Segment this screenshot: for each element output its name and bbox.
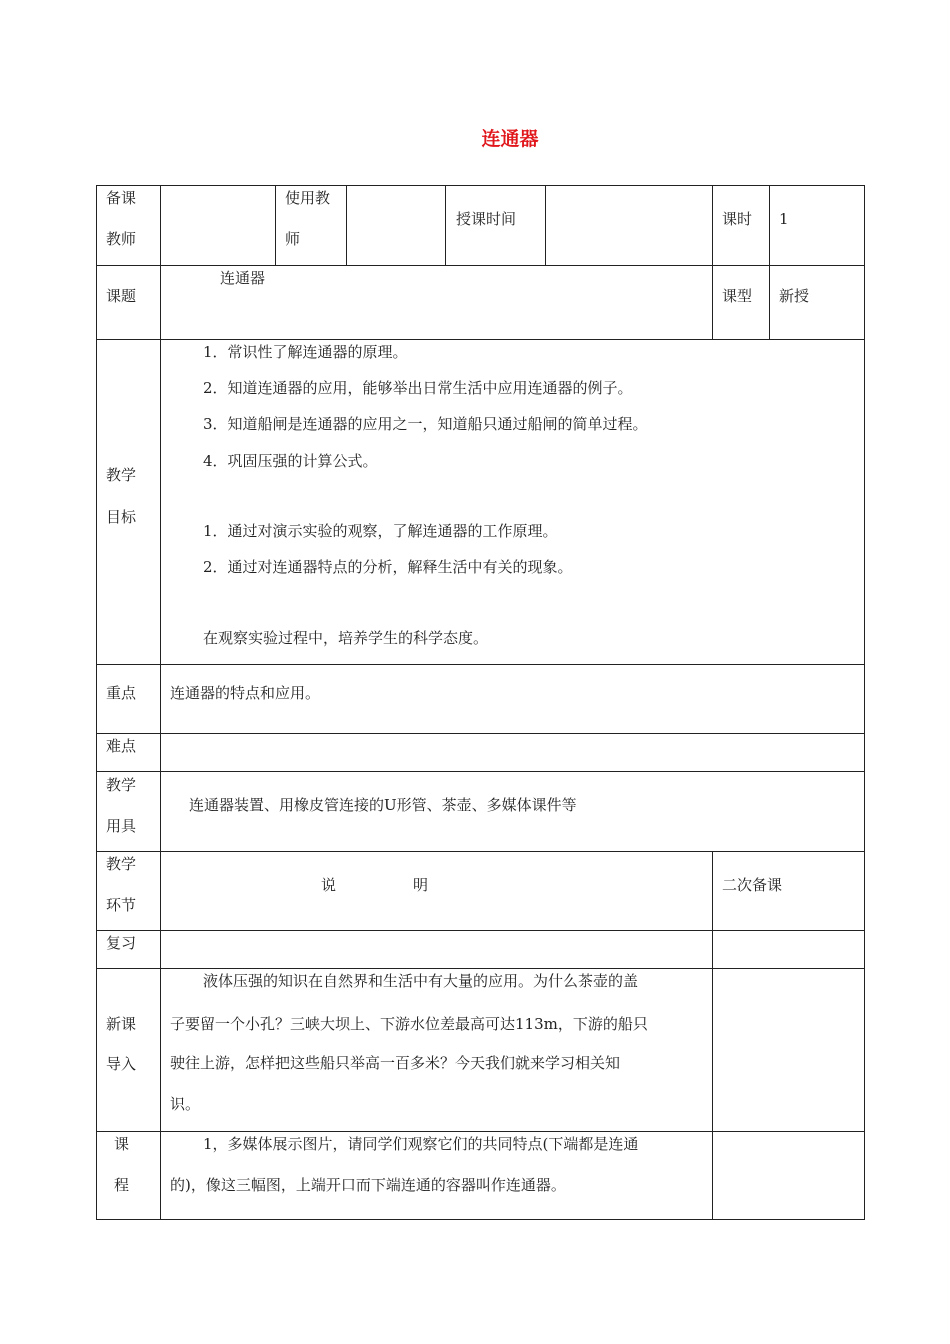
page-title: 连通器 xyxy=(481,128,539,150)
process-label-1: 课 xyxy=(114,1135,130,1153)
key-point-value: 连通器的特点和应用。 xyxy=(170,684,321,702)
intro-line-2: 子要留一个小孔？三峡大坝上、下游水位差最高可达113m，下游的船只 xyxy=(170,1015,648,1033)
lesson-time-label: 授课时间 xyxy=(456,210,517,228)
intro-line-3: 驶往上游，怎样把这些船只举高一百多米？今天我们就来学习相关知 xyxy=(170,1054,621,1072)
objectives-label-2: 目标 xyxy=(106,508,137,526)
review-label: 复习 xyxy=(106,934,137,952)
second-prep-header: 二次备课 xyxy=(722,876,783,894)
tools-label-2: 用具 xyxy=(106,817,137,835)
type-value: 新授 xyxy=(779,287,810,305)
process-label-2: 程 xyxy=(114,1176,130,1194)
difficulty-label: 难点 xyxy=(106,737,137,755)
explain-header-2: 明 xyxy=(413,876,429,894)
use-teacher-label-2: 师 xyxy=(285,230,301,248)
objective-process-2: 2．通过对连通器特点的分析，解释生活中有关的现象。 xyxy=(203,558,573,576)
topic-value: 连通器 xyxy=(220,269,266,287)
intro-line-1: 液体压强的知识在自然界和生活中有大量的应用。为什么茶壶的盖 xyxy=(203,972,639,990)
intro-line-4: 识。 xyxy=(170,1095,201,1113)
process-line-1: 1，多媒体展示图片，请同学们观察它们的共同特点(下端都是连通 xyxy=(203,1135,639,1153)
objective-knowledge-3: 3．知道船闸是连通器的应用之一，知道船只通过船闸的简单过程。 xyxy=(203,415,648,433)
explain-header-1: 说 xyxy=(321,876,337,894)
section-label-1: 教学 xyxy=(106,855,137,873)
use-teacher-label-1: 使用教 xyxy=(285,189,331,207)
tools-value: 连通器装置、用橡皮管连接的U形管、茶壶、多媒体课件等 xyxy=(189,796,577,814)
periods-value: 1 xyxy=(779,210,789,228)
type-label: 课型 xyxy=(722,287,753,305)
objective-knowledge-1: 1．常识性了解连通器的原理。 xyxy=(203,343,408,361)
objectives-label-1: 教学 xyxy=(106,466,137,484)
section-label-2: 环节 xyxy=(106,896,137,914)
prep-teacher-label-1: 备课 xyxy=(106,189,137,207)
objective-attitude: 在观察实验过程中，培养学生的科学态度。 xyxy=(203,629,489,647)
tools-label-1: 教学 xyxy=(106,776,137,794)
process-line-2: 的)，像这三幅图，上端开口而下端连通的容器叫作连通器。 xyxy=(170,1176,566,1194)
key-point-label: 重点 xyxy=(106,684,137,702)
intro-label-2: 导入 xyxy=(106,1055,137,1073)
objective-process-1: 1．通过对演示实验的观察，了解连通器的工作原理。 xyxy=(203,522,558,540)
periods-label: 课时 xyxy=(722,210,753,228)
topic-label: 课题 xyxy=(106,287,137,305)
prep-teacher-label-2: 教师 xyxy=(106,230,137,248)
objective-knowledge-2: 2．知道连通器的应用，能够举出日常生活中应用连通器的例子。 xyxy=(203,379,633,397)
objective-knowledge-4: 4．巩固压强的计算公式。 xyxy=(203,452,378,470)
intro-label-1: 新课 xyxy=(106,1015,137,1033)
